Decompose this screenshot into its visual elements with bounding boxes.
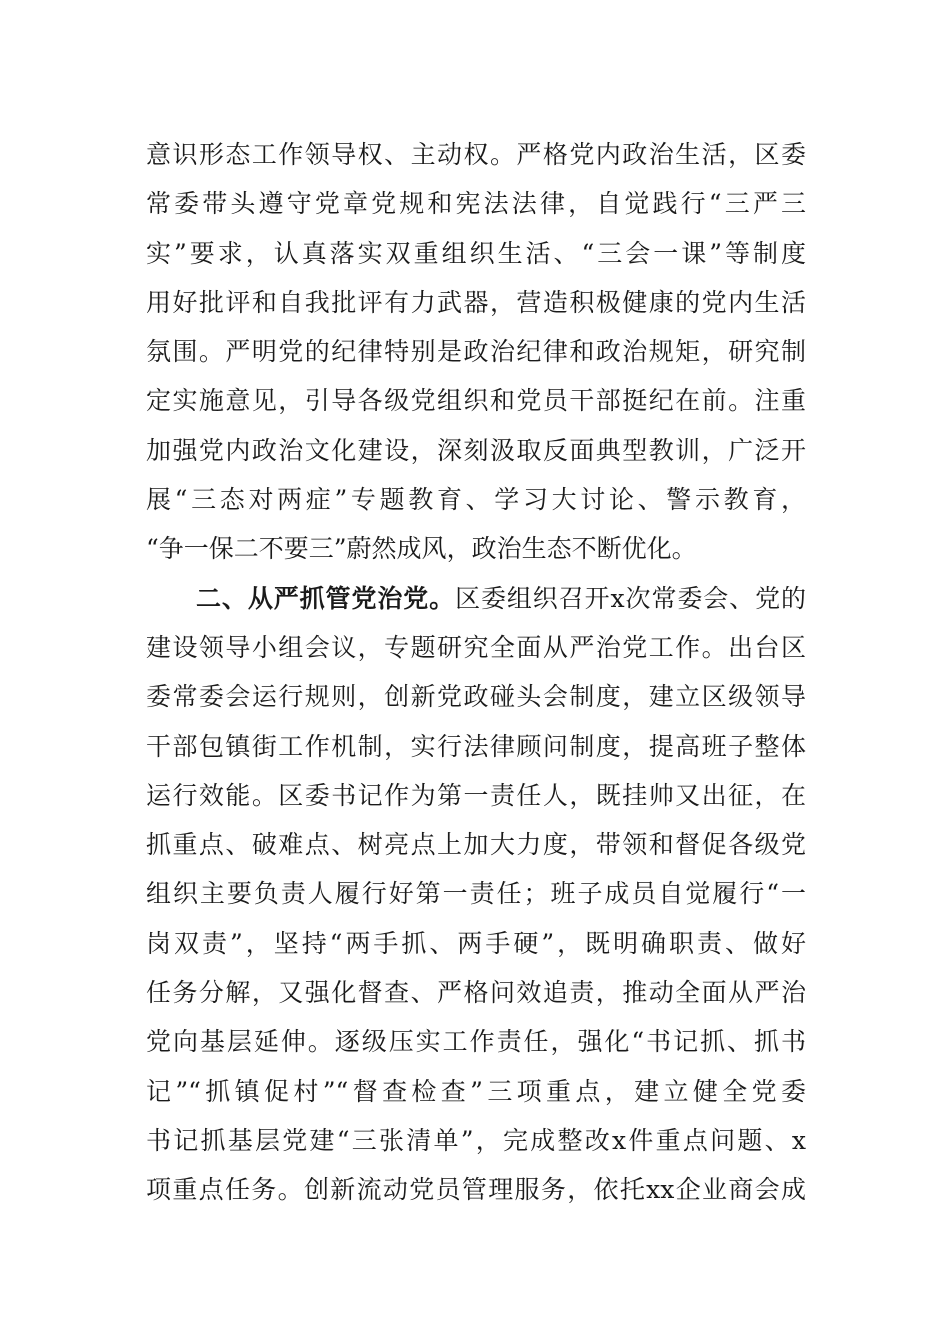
paragraph2-line: 任务分解，又强化督查、严格问效追责，推动全面从严治 <box>146 978 806 1008</box>
paragraph2-line: 组织主要负责人履行好第一责任；班子成员自觉履行“一 <box>146 879 806 909</box>
paragraph2-line: 运行效能。区委书记作为第一责任人，既挂帅又出征，在 <box>146 780 806 810</box>
paragraph2-line: 抓重点、破难点、树亮点上加大力度，带领和督促各级党 <box>146 830 806 860</box>
paragraph1-line: 意识形态工作领导权、主动权。严格党内政治生活，区委 <box>146 140 806 169</box>
paragraph2-line: 建设领导小组会议，专题研究全面从严治党工作。出台区 <box>146 632 806 662</box>
paragraph1-line: 实”要求，认真落实双重组织生活、“三会一课”等制度 <box>146 238 806 268</box>
paragraph2-line: 书记抓基层党建“三张清单”，完成整改x件重点问题、x <box>146 1125 806 1155</box>
paragraph1-line: 定实施意见，引导各级党组织和党员干部挺纪在前。注重 <box>146 386 806 416</box>
body-text <box>146 130 806 1215</box>
section2-first-line <box>146 574 806 623</box>
paragraph2-line: 委常委会运行规则，创新党政碰头会制度，建立区级领导 <box>146 682 806 712</box>
paragraph1-line: 用好批评和自我批评有力武器，营造积极健康的党内生活 <box>146 287 806 317</box>
paragraph1-line: 常委带头遵守党章党规和宪法法律，自觉践行“三严三 <box>146 189 806 219</box>
paragraph2-line: 记”“抓镇促村”“督查检查”三项重点，建立健全党委 <box>146 1076 806 1106</box>
section-heading: 二、从严抓管党治党。 <box>196 583 456 613</box>
paragraph1-line: “争一保二不要三”蔚然成风，政治生态不断优化。 <box>146 534 697 564</box>
paragraph2-line: 项重点任务。创新流动党员管理服务，依托xx企业商会成 <box>146 1175 806 1205</box>
paragraph2-line: 干部包镇街工作机制，实行法律顾问制度，提高班子整体 <box>146 731 806 761</box>
paragraph1-line: 展“三态对两症”专题教育、学习大讨论、警示教育， <box>146 485 806 515</box>
paragraph1-line: 氛围。严明党的纪律特别是政治纪律和政治规矩，研究制 <box>146 337 806 367</box>
paragraph2-line: 党向基层延伸。逐级压实工作责任，强化“书记抓、抓书 <box>146 1027 806 1057</box>
paragraph2-line: 岗双责”，坚持“两手抓、两手硬”，既明确职责、做好 <box>146 928 806 958</box>
paragraph1-line: 加强党内政治文化建设，深刻汲取反面典型教训，广泛开 <box>146 435 806 465</box>
section2-first-line-text: 区委组织召开x次常委会、党的 <box>455 583 806 613</box>
